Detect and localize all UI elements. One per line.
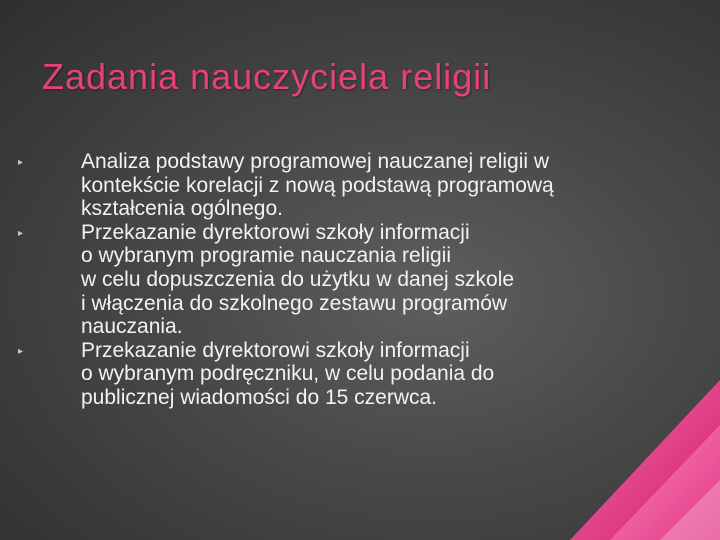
bullet-item [18,221,658,339]
bullet-text: Analiza podstawy programowej nauczanej religii w kontekście korelacji z nową podstawą programową kształcenia ogólnego. [81,150,554,221]
bullet-text: Przekazanie dyrektorowi szkoły informacji o wybranym podręczniku, w celu podania do publicznej wiadomości do 15 czerwca. [81,338,495,409]
bullet-icon: ▸ [18,227,24,239]
bullet-text: Przekazanie dyrektorowi szkoły informacji o wybranym programie nauczania religii w celu dopuszczenia do użytku w danej szkole i włączenia do szkolnego zestawu programów nauczania. [81,220,515,339]
slide-title: Zadania nauczyciela religii [42,56,492,97]
bullet-item [18,150,658,221]
bullet-icon: ▸ [18,157,24,168]
corner-decoration [540,370,720,540]
bullet-icon: ▸ [18,345,24,357]
